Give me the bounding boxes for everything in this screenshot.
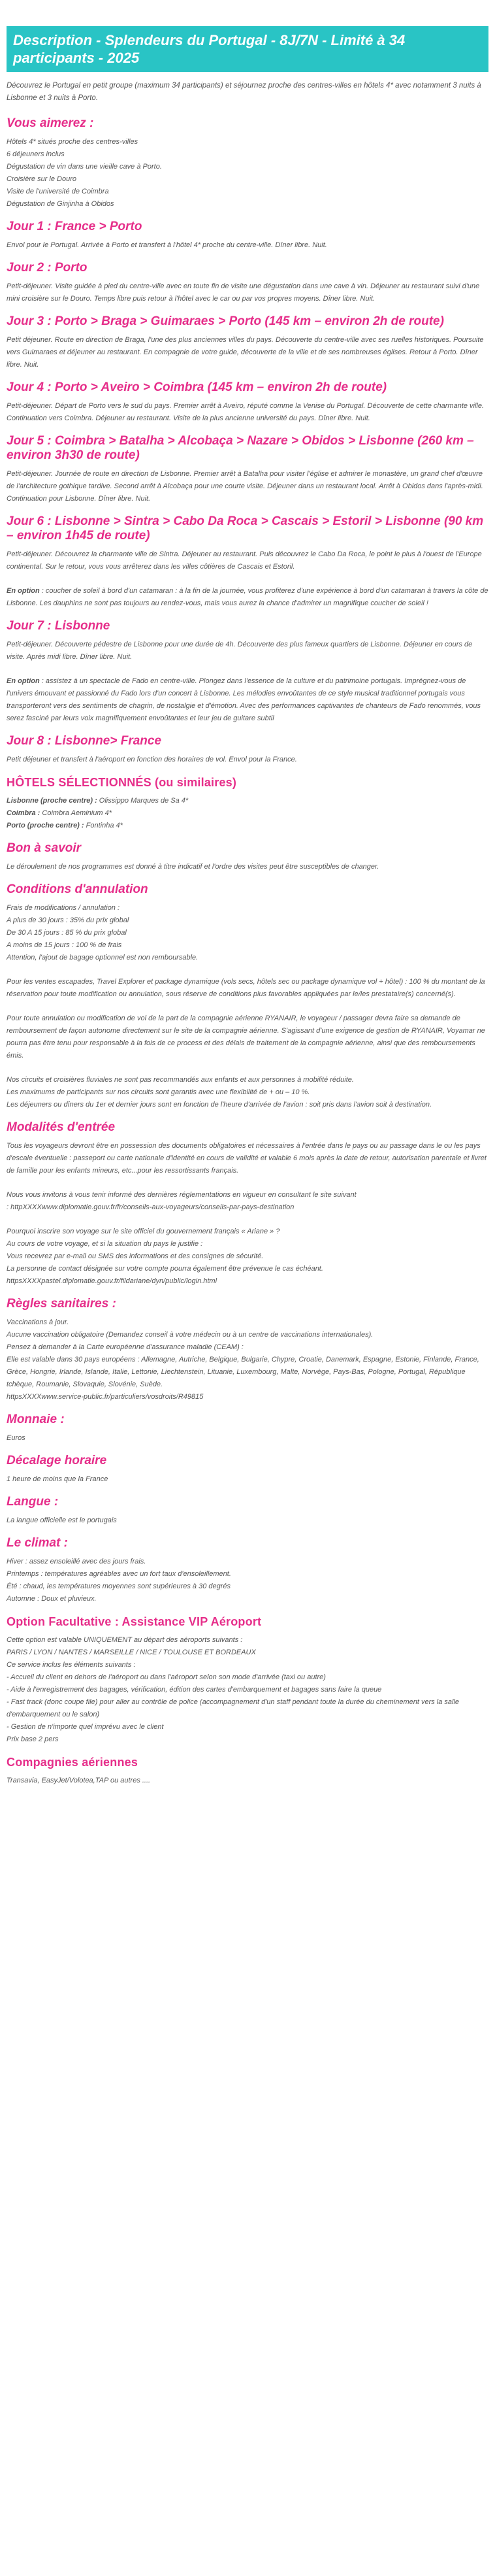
option-text: : coucher de soleil à bord d'un catamaran : à la fin de la journée, vous profiterez d'une expérience à bord d'un catamaran à travers la côte de Lisbonne. Les dauphins ne sont pas toujours au rendez-vous, mais vous aurez la chance d'admirer un magnifique coucher de soleil ! bbox=[7, 587, 488, 607]
decalage-text: 1 heure de moins que la France bbox=[7, 1475, 108, 1483]
regles-section bbox=[7, 1297, 488, 1403]
option-vip-line: - Aide à l'enregistrement des bagages, vérification, édition des cartes d'embarquement et bagages sans faire la queue bbox=[7, 1686, 382, 1694]
list-item: Dégustation de Ginjinha à Obidos bbox=[7, 200, 114, 208]
conditions-paragraph: Pour toute annulation ou modification de vol de la part de la compagnie aérienne RYANAIR, le voyageur / passager devra faire sa demande de remboursement de façon autonome directement sur le site de la compagnie aérienne. S'agissant d'une exigence de gestion de RYANAIR, Voyamar ne pourra pas être tenu pour responsable à la fois de ce process et des délais de traitement de la compagnie aérienne, ainsi que des remboursements émis. bbox=[7, 1014, 485, 1060]
modalites-line: Au cours de votre voyage, et si la situation du pays le justifie : bbox=[7, 1240, 203, 1248]
option-label: En option bbox=[7, 677, 40, 685]
day-title: Jour 3 : Porto > Braga > Guimaraes > Porto (145 km – environ 2h de route) bbox=[7, 314, 444, 328]
langue-section bbox=[7, 1495, 488, 1527]
day-text: Petit-déjeuner. Journée de route en direction de Lisbonne. Premier arrêt à Batalha pour visiter l'église et admirer le monastère, un grand chef d'œuvre de l'architecture gothique tardive. Second arrêt à Alcobaça pour une courte visite. Déjeuner dans un restaurant local. Arrêt à Obidos dans l'après-midi. Continuation pour Lisbonne. Dîner libre. Nuit. bbox=[7, 470, 483, 503]
modalites-paragraph: Tous les voyageurs devront être en possession des documents obligatoires et nécessaires à l'entrée dans le pays ou au passage dans le ou les pays d'escale éventuelle : passeport ou carte nationale d'identité en cours de validité et valable 6 mois après la date de retour, autorisation parentale et livret de famille pour les enfants mineurs, etc...pour les ressortissants français. bbox=[7, 1142, 487, 1175]
modalites-line: La personne de contact désignée sur votre compte pourra également être prévenue le cas échéant. bbox=[7, 1265, 323, 1273]
compagnies-text: Transavia, EasyJet/Volotea,TAP ou autres .... bbox=[7, 1777, 151, 1784]
day-title: Jour 6 : Lisbonne > Sintra > Cabo Da Roca > Cascais > Estoril > Lisbonne (90 km – environ 1h45 de route) bbox=[7, 514, 484, 543]
option-vip-title: Option Facultative : Assistance VIP Aéroport bbox=[7, 1615, 262, 1628]
day-text: Petit-déjeuner. Découvrez la charmante ville de Sintra. Déjeuner au restaurant. Puis découvrez le Cabo Da Roca, le point le plus à l'ouest de l'Europe continental. Sur le retour, vous vous arrêterez dans les villes côtières de Cascais et Estoril. bbox=[7, 550, 482, 571]
modalites-line: Pourquoi inscrire son voyage sur le site officiel du gouvernement français « Ariane » ? bbox=[7, 1228, 280, 1235]
page-title: Description - Splendeurs du Portugal - 8J/7N - Limité à 34 participants - 2025 bbox=[7, 26, 488, 72]
day-title: Jour 4 : Porto > Aveiro > Coimbra (145 km – environ 2h de route) bbox=[7, 380, 387, 394]
option-vip-line: - Gestion de n'importe quel imprévu avec le client bbox=[7, 1723, 164, 1731]
option-vip-line: - Fast track (donc coupe file) pour aller au contrôle de police (accompagnement d'un staff pendant toute la durée du cheminement vers la salle d'embarquement ou le salon) bbox=[7, 1698, 460, 1718]
day-text: Petit-déjeuner. Découverte pédestre de Lisbonne pour une durée de 4h. Découverte des plus fameux quartiers de Lisbonne. Déjeuner en cours de visite. Après midi libre. Dîner libre. Nuit. bbox=[7, 641, 473, 661]
monnaie-section bbox=[7, 1413, 488, 1445]
day-title: Jour 7 : Lisbonne bbox=[7, 619, 110, 633]
day-title: Jour 5 : Coimbra > Batalha > Alcobaça > Nazare > Obidos > Lisbonne (260 km – environ 3h30 de route) bbox=[7, 434, 474, 462]
list-item: 6 déjeuners inclus bbox=[7, 150, 65, 158]
regles-link[interactable]: httpsXXXXwww.service-public.fr/particuliers/vosdroits/R49815 bbox=[7, 1393, 204, 1401]
bon-a-savoir-section bbox=[7, 841, 488, 873]
regles-title: Règles sanitaires : bbox=[7, 1297, 116, 1311]
option-vip-line: Ce service inclus les éléments suivants : bbox=[7, 1661, 136, 1669]
vous-aimerez-title: Vous aimerez : bbox=[7, 116, 94, 130]
modalites-section bbox=[7, 1120, 488, 1288]
option-vip-line: Prix base 2 pers bbox=[7, 1735, 59, 1743]
decalage-title: Décalage horaire bbox=[7, 1454, 107, 1467]
monnaie-title: Monnaie : bbox=[7, 1413, 65, 1426]
list-item: Hôtels 4* situés proche des centres-villes bbox=[7, 138, 138, 146]
compagnies-title: Compagnies aériennes bbox=[7, 1756, 138, 1769]
conditions-line: A moins de 15 jours : 100 % de frais bbox=[7, 941, 122, 949]
modalites-link[interactable]: httpsXXXXpastel.diplomatie.gouv.fr/fildariane/dyn/public/login.html bbox=[7, 1277, 217, 1285]
option-vip-line: - Accueil du client en dehors de l'aéroport ou dans l'aéroport selon son mode d'arrivée (taxi ou autre) bbox=[7, 1673, 326, 1681]
day-3 bbox=[7, 314, 488, 371]
conditions-line: Nos circuits et croisières fluviales ne sont pas recommandés aux enfants et aux personnes à mobilité réduite. bbox=[7, 1076, 354, 1084]
climat-line: Printemps : températures agréables avec un fort taux d'ensoleillement. bbox=[7, 1570, 231, 1578]
conditions-line: De 30 A 15 jours : 85 % du prix global bbox=[7, 929, 127, 937]
option-label: En option bbox=[7, 587, 40, 595]
option-text: : assistez à un spectacle de Fado en centre-ville. Plongez dans l'essence de la culture et du patrimoine portugais. Imprégnez-vous de l'univers émouvant et passionné du Fado lors d'un concert à Lisbonne. Les mélodies envoûtantes de ce style musical traditionnel portugais vous transporteront vers des sentiments de chagrin, de nostalgie et d'émotion. Avec des performances captivantes de chanteurs de Fado renommés, vous serez fasciné par leurs voix magnifiquement envoûtantes et leur jeu de guitare subtil bbox=[7, 677, 481, 722]
modalites-link[interactable]: : httpXXXXwww.diplomatie.gouv.fr/fr/conseils-aux-voyageurs/conseils-par-pays-destination bbox=[7, 1203, 295, 1211]
modalites-line: Nous vous invitons à vous tenir informé des dernières réglementations en vigueur en consultant le site suivant bbox=[7, 1191, 357, 1199]
regles-line: Vaccinations à jour. bbox=[7, 1318, 69, 1326]
climat-title: Le climat : bbox=[7, 1536, 68, 1550]
climat-line: Hiver : assez ensoleillé avec des jours frais. bbox=[7, 1558, 146, 1565]
climat-section bbox=[7, 1536, 488, 1605]
climat-line: Automne : Doux et pluvieux. bbox=[7, 1595, 97, 1603]
day-option bbox=[7, 675, 488, 725]
conditions-line: A plus de 30 jours : 35% du prix global bbox=[7, 916, 129, 924]
hotel-item: Lisbonne (proche centre) : Olissippo Marques de Sa 4* bbox=[7, 797, 189, 805]
intro-text: Découvrez le Portugal en petit groupe (maximum 34 participants) et séjournez proche des centres-villes en hôtels 4* avec notamment 3 nuits à Lisbonne et 3 nuits à Porto. bbox=[7, 82, 481, 102]
vous-aimerez-section bbox=[7, 116, 488, 210]
day-title: Jour 2 : Porto bbox=[7, 261, 88, 275]
day-8 bbox=[7, 734, 488, 766]
bon-a-savoir-text: Le déroulement de nos programmes est donné à titre indicatif et l'ordre des visites peut être susceptibles de changer. bbox=[7, 863, 379, 871]
day-title: Jour 8 : Lisbonne> France bbox=[7, 734, 162, 748]
list-item: Croisière sur le Douro bbox=[7, 175, 76, 183]
conditions-line: Les déjeuners ou dîners du 1er et dernier jours sont en fonction de l'heure d'arrivée de l'avion : soit pris dans l'avion soit à destination. bbox=[7, 1101, 432, 1109]
vous-aimerez-list bbox=[7, 136, 488, 210]
day-title: Jour 1 : France > Porto bbox=[7, 220, 142, 233]
day-text: Petit-déjeuner. Visite guidée à pied du centre-ville avec en toute fin de visite une dégustation dans une cave à vin. Déjeuner au restaurant suivi d'une mini croisière sur le Douro. Temps libre puis retour à l'hôtel avec le car ou par vos propres moyens. Dîner libre. Nuit. bbox=[7, 282, 480, 303]
hotels-section bbox=[7, 775, 488, 832]
bon-a-savoir-title: Bon à savoir bbox=[7, 841, 82, 855]
modalites-title: Modalités d'entrée bbox=[7, 1120, 116, 1134]
conditions-title: Conditions d'annulation bbox=[7, 882, 148, 896]
conditions-paragraph: Pour les ventes escapades, Travel Explorer et package dynamique (vols secs, hôtels sec ou package dynamique vol + hôtel) : 100 % du montant de la réservation pour toute modification ou annulation, sous réserve de conditions plus favorables appliquées par le/les prestataire(s) concerné(s). bbox=[7, 978, 485, 998]
option-vip-line: PARIS / LYON / NANTES / MARSEILLE / NICE / TOULOUSE ET BORDEAUX bbox=[7, 1648, 256, 1656]
regles-line: Aucune vaccination obligatoire (Demandez conseil à votre médecin ou à un centre de vaccinations internationales). bbox=[7, 1331, 374, 1339]
list-item: Visite de l'université de Coimbra bbox=[7, 188, 109, 195]
langue-title: Langue : bbox=[7, 1495, 59, 1509]
hotel-item: Porto (proche centre) : Fontinha 4* bbox=[7, 822, 123, 829]
option-vip-section bbox=[7, 1614, 488, 1746]
compagnies-section bbox=[7, 1755, 488, 1787]
regles-line: Elle est valable dans 30 pays européens : Allemagne, Autriche, Belgique, Bulgarie, Chypre, Croatie, Danemark, Espagne, Estonie, Finlande, France, Grèce, Hongrie, Irlande, Islande, Italie, Lettonie, Liechtenstein, Lituanie, Luxembourg, Malte, Norvège, Pays-Bas, Pologne, Portugal, République tchèque, Roumanie, Slovaquie, Slovénie, Suède. bbox=[7, 1356, 479, 1388]
hotels-title: HÔTELS SÉLECTIONNÉS (ou similaires) bbox=[7, 776, 237, 789]
decalage-section bbox=[7, 1454, 488, 1486]
conditions-line: Les maximums de participants sur nos circuits sont garantis avec une flexibilité de + ou – 10 %. bbox=[7, 1088, 310, 1096]
day-text: Petit-déjeuner. Départ de Porto vers le sud du pays. Premier arrêt à Aveiro, réputé comme la Venise du Portugal. Découverte de cette charmante ville. Continuation vers Coimbra. Déjeuner au restaurant. Visite de la plus ancienne université du pays. Dîner libre. Nuit. bbox=[7, 402, 485, 422]
hotel-item: Coimbra : Coimbra Aeminium 4* bbox=[7, 809, 112, 817]
day-6 bbox=[7, 514, 488, 610]
modalites-line: Vous recevrez par e-mail ou SMS des informations et des consignes de sécurité. bbox=[7, 1252, 264, 1260]
option-vip-line: Cette option est valable UNIQUEMENT au départ des aéroports suivants : bbox=[7, 1636, 243, 1644]
day-5 bbox=[7, 434, 488, 505]
day-7 bbox=[7, 619, 488, 725]
monnaie-text: Euros bbox=[7, 1434, 25, 1442]
regles-line: Pensez à demander à la Carte européenne d'assurance maladie (CEAM) : bbox=[7, 1343, 244, 1351]
day-text: Envol pour le Portugal. Arrivée à Porto et transfert à l'hôtel 4* proche du centre-ville. Dîner libre. Nuit. bbox=[7, 241, 327, 249]
conditions-section bbox=[7, 882, 488, 1111]
day-2 bbox=[7, 261, 488, 305]
day-1 bbox=[7, 220, 488, 252]
day-text: Petit déjeuner et transfert à l'aéroport en fonction des horaires de vol. Envol pour la France. bbox=[7, 756, 297, 763]
day-text: Petit déjeuner. Route en direction de Braga, l'une des plus anciennes villes du pays. Découverte du centre-ville avec ses ruelles historiques. Poursuite vers Guimaraes et déjeuner au restaurant. En compagnie de votre guide, découverte de la ville et de ses nombreuses églises. Retour à Porto. Dîner libre. Nuit. bbox=[7, 336, 484, 369]
day-4 bbox=[7, 380, 488, 425]
langue-text: La langue officielle est le portugais bbox=[7, 1516, 117, 1524]
conditions-line: Frais de modifications / annulation : bbox=[7, 904, 120, 912]
day-option bbox=[7, 585, 488, 610]
conditions-line: Attention, l'ajout de bagage optionnel est non remboursable. bbox=[7, 954, 199, 962]
climat-line: Été : chaud, les températures moyennes sont supérieures à 30 degrés bbox=[7, 1582, 231, 1590]
list-item: Dégustation de vin dans une vieille cave à Porto. bbox=[7, 163, 162, 171]
